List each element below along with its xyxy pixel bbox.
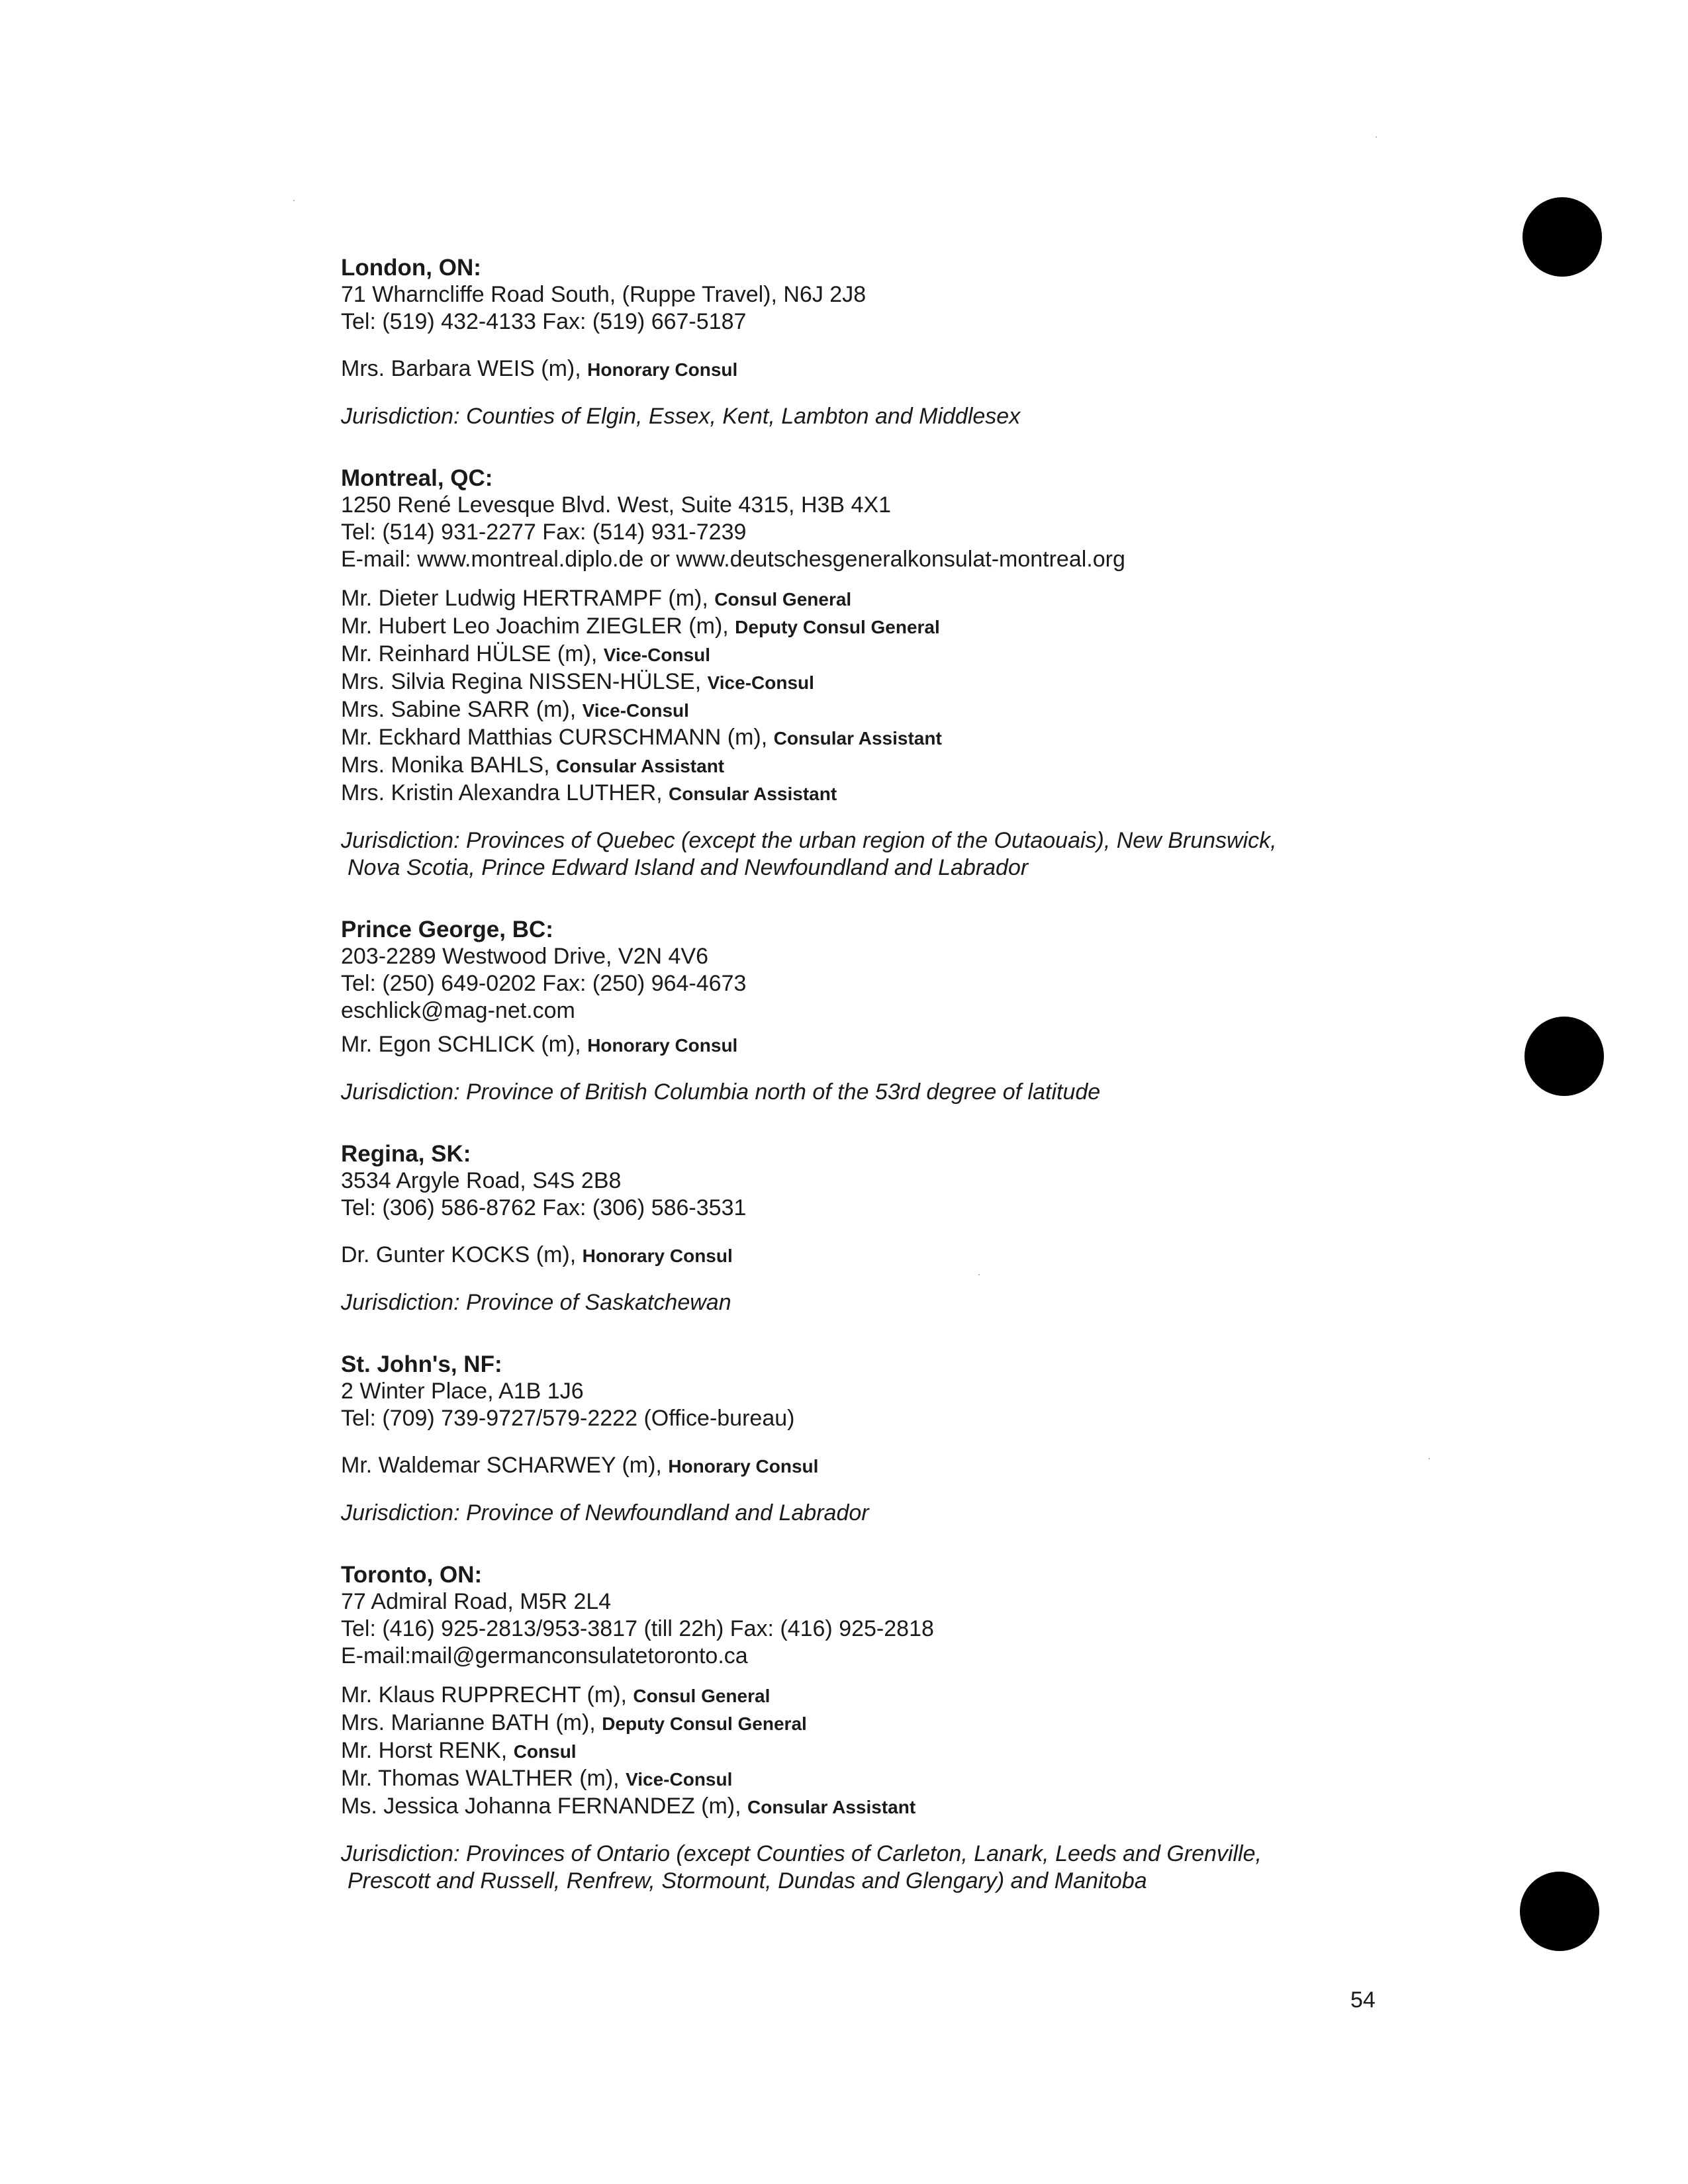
- jurisdiction: Jurisdiction: Province of Saskatchewan: [341, 1290, 731, 1315]
- address: 203-2289 Westwood Drive, V2N 4V6: [341, 944, 709, 969]
- staff-member: [341, 355, 1519, 383]
- staff-name: Mrs. Barbara WEIS (m),: [341, 356, 588, 381]
- staff-name: Mrs. Marianne BATH (m),: [341, 1710, 602, 1735]
- staff-name: Ms. Jessica Johanna FERNANDEZ (m),: [341, 1794, 748, 1819]
- city-heading: Montreal, QC:: [341, 465, 493, 491]
- staff-name: Mr. Thomas WALTHER (m),: [341, 1766, 626, 1791]
- staff-member: [341, 585, 1519, 613]
- entry-regina: [341, 1140, 1519, 1316]
- staff-name: Mr. Waldemar SCHARWEY (m),: [341, 1453, 669, 1478]
- staff-role: Consul General: [633, 1686, 771, 1706]
- jurisdiction: Jurisdiction: Counties of Elgin, Essex, Kent, Lambton and Middlesex: [341, 404, 1021, 429]
- staff-member: [341, 1737, 1519, 1765]
- city-heading: St. John's, NF:: [341, 1351, 502, 1377]
- staff-role: Vice-Consul: [626, 1769, 733, 1790]
- staff-member: [341, 1452, 1519, 1480]
- scan-speck: [1376, 136, 1377, 138]
- phone-fax: Tel: (514) 931-2277 Fax: (514) 931-7239: [341, 520, 747, 545]
- staff-name: Mrs. Monika BAHLS,: [341, 752, 556, 778]
- staff-role: Consular Assistant: [773, 728, 942, 749]
- jurisdiction-continued: [341, 1868, 1519, 1895]
- staff-role: Deputy Consul General: [602, 1713, 807, 1734]
- staff-member: [341, 724, 1519, 752]
- staff-member: [341, 1765, 1519, 1793]
- staff-role: Honorary Consul: [587, 359, 738, 380]
- staff-name: Mr. Horst RENK,: [341, 1738, 514, 1763]
- staff-member: [341, 1682, 1519, 1709]
- punch-hole-middle: [1524, 1017, 1604, 1096]
- jurisdiction-continued: [341, 854, 1519, 882]
- staff-role: Honorary Consul: [587, 1035, 738, 1056]
- phone-fax: Tel: (709) 739-9727/579-2222 (Office-bureau): [341, 1406, 795, 1431]
- staff-role: Consul General: [714, 589, 852, 610]
- staff-name: Mrs. Sabine SARR (m),: [341, 697, 583, 722]
- email: E-mail:mail@germanconsulatetoronto.ca: [341, 1643, 748, 1668]
- jurisdiction: Jurisdiction: Provinces of Ontario (except Counties of Carleton, Lanark, Leeds and Grenville,: [341, 1841, 1262, 1866]
- jurisdiction: Jurisdiction: Provinces of Quebec (except the urban region of the Outaouais), New Brunswick,: [341, 828, 1277, 853]
- staff-member: [341, 1031, 1519, 1059]
- staff-member: [341, 1793, 1519, 1821]
- staff-role: Consular Assistant: [555, 756, 725, 776]
- city-heading: Prince George, BC:: [341, 917, 553, 942]
- staff-member: [341, 752, 1519, 780]
- jurisdiction-continued-text: Prescott and Russell, Renfrew, Stormount, Dundas and Glengary) and Manitoba: [348, 1868, 1147, 1893]
- entry-toronto: [341, 1561, 1519, 1895]
- punch-hole-top: [1523, 197, 1602, 277]
- staff-member: [341, 613, 1519, 641]
- consulate-listing: [341, 254, 1519, 1895]
- entry-prince-george: [341, 916, 1519, 1106]
- staff-member: [341, 696, 1519, 724]
- entry-london: [341, 254, 1519, 430]
- phone-fax: Tel: (306) 586-8762 Fax: (306) 586-3531: [341, 1195, 747, 1220]
- staff-role: Consul: [513, 1741, 577, 1762]
- jurisdiction-continued-text: Nova Scotia, Prince Edward Island and Newfoundland and Labrador: [348, 855, 1029, 880]
- phone-fax: Tel: (416) 925-2813/953-3817 (till 22h) Fax: (416) 925-2818: [341, 1616, 934, 1641]
- jurisdiction: Jurisdiction: Province of British Columbia north of the 53rd degree of latitude: [341, 1079, 1101, 1105]
- staff-name: Mr. Dieter Ludwig HERTRAMPF (m),: [341, 586, 715, 611]
- email: eschlick@mag-net.com: [341, 998, 575, 1023]
- address: 1250 René Levesque Blvd. West, Suite 4315, H3B 4X1: [341, 492, 892, 518]
- staff-role: Consular Assistant: [747, 1797, 916, 1817]
- staff-role: Consular Assistant: [669, 784, 837, 804]
- staff-name: Mr. Hubert Leo Joachim ZIEGLER (m),: [341, 614, 735, 639]
- staff-name: Mr. Reinhard HÜLSE (m),: [341, 641, 604, 666]
- staff-role: Honorary Consul: [668, 1456, 819, 1477]
- staff-name: Mr. Egon SCHLICK (m),: [341, 1032, 588, 1057]
- staff-role: Vice-Consul: [707, 672, 814, 693]
- address: 71 Wharncliffe Road South, (Ruppe Travel), N6J 2J8: [341, 282, 867, 307]
- city-heading: London, ON:: [341, 255, 481, 281]
- address: 3534 Argyle Road, S4S 2B8: [341, 1168, 622, 1193]
- staff-name: Dr. Gunter KOCKS (m),: [341, 1242, 583, 1267]
- punch-hole-bottom: [1520, 1872, 1599, 1951]
- staff-member: [341, 641, 1519, 668]
- entry-st-johns: [341, 1351, 1519, 1527]
- scan-speck: [293, 200, 295, 201]
- page-number: 54: [1350, 1987, 1376, 2013]
- staff-role: Deputy Consul General: [735, 617, 940, 637]
- email: E-mail: www.montreal.diplo.de or www.deutschesgeneralkonsulat-montreal.org: [341, 547, 1125, 572]
- staff-role: Honorary Consul: [582, 1246, 733, 1266]
- staff-role: Vice-Consul: [582, 700, 689, 721]
- staff-member: [341, 1709, 1519, 1737]
- jurisdiction: Jurisdiction: Province of Newfoundland and Labrador: [341, 1500, 869, 1525]
- staff-member: [341, 1242, 1519, 1269]
- address: 77 Admiral Road, M5R 2L4: [341, 1589, 612, 1614]
- staff-name: Mrs. Silvia Regina NISSEN-HÜLSE,: [341, 669, 708, 694]
- address: 2 Winter Place, A1B 1J6: [341, 1379, 584, 1404]
- staff-name: Mr. Eckhard Matthias CURSCHMANN (m),: [341, 725, 774, 750]
- staff-name: Mrs. Kristin Alexandra LUTHER,: [341, 780, 669, 805]
- phone-fax: Tel: (519) 432-4133 Fax: (519) 667-5187: [341, 309, 747, 334]
- staff-member: [341, 780, 1519, 807]
- entry-montreal: [341, 465, 1519, 882]
- city-heading: Toronto, ON:: [341, 1562, 483, 1588]
- staff-member: [341, 668, 1519, 696]
- staff-role: Vice-Consul: [603, 645, 711, 665]
- city-heading: Regina, SK:: [341, 1141, 471, 1167]
- phone-fax: Tel: (250) 649-0202 Fax: (250) 964-4673: [341, 971, 747, 996]
- staff-name: Mr. Klaus RUPPRECHT (m),: [341, 1682, 633, 1707]
